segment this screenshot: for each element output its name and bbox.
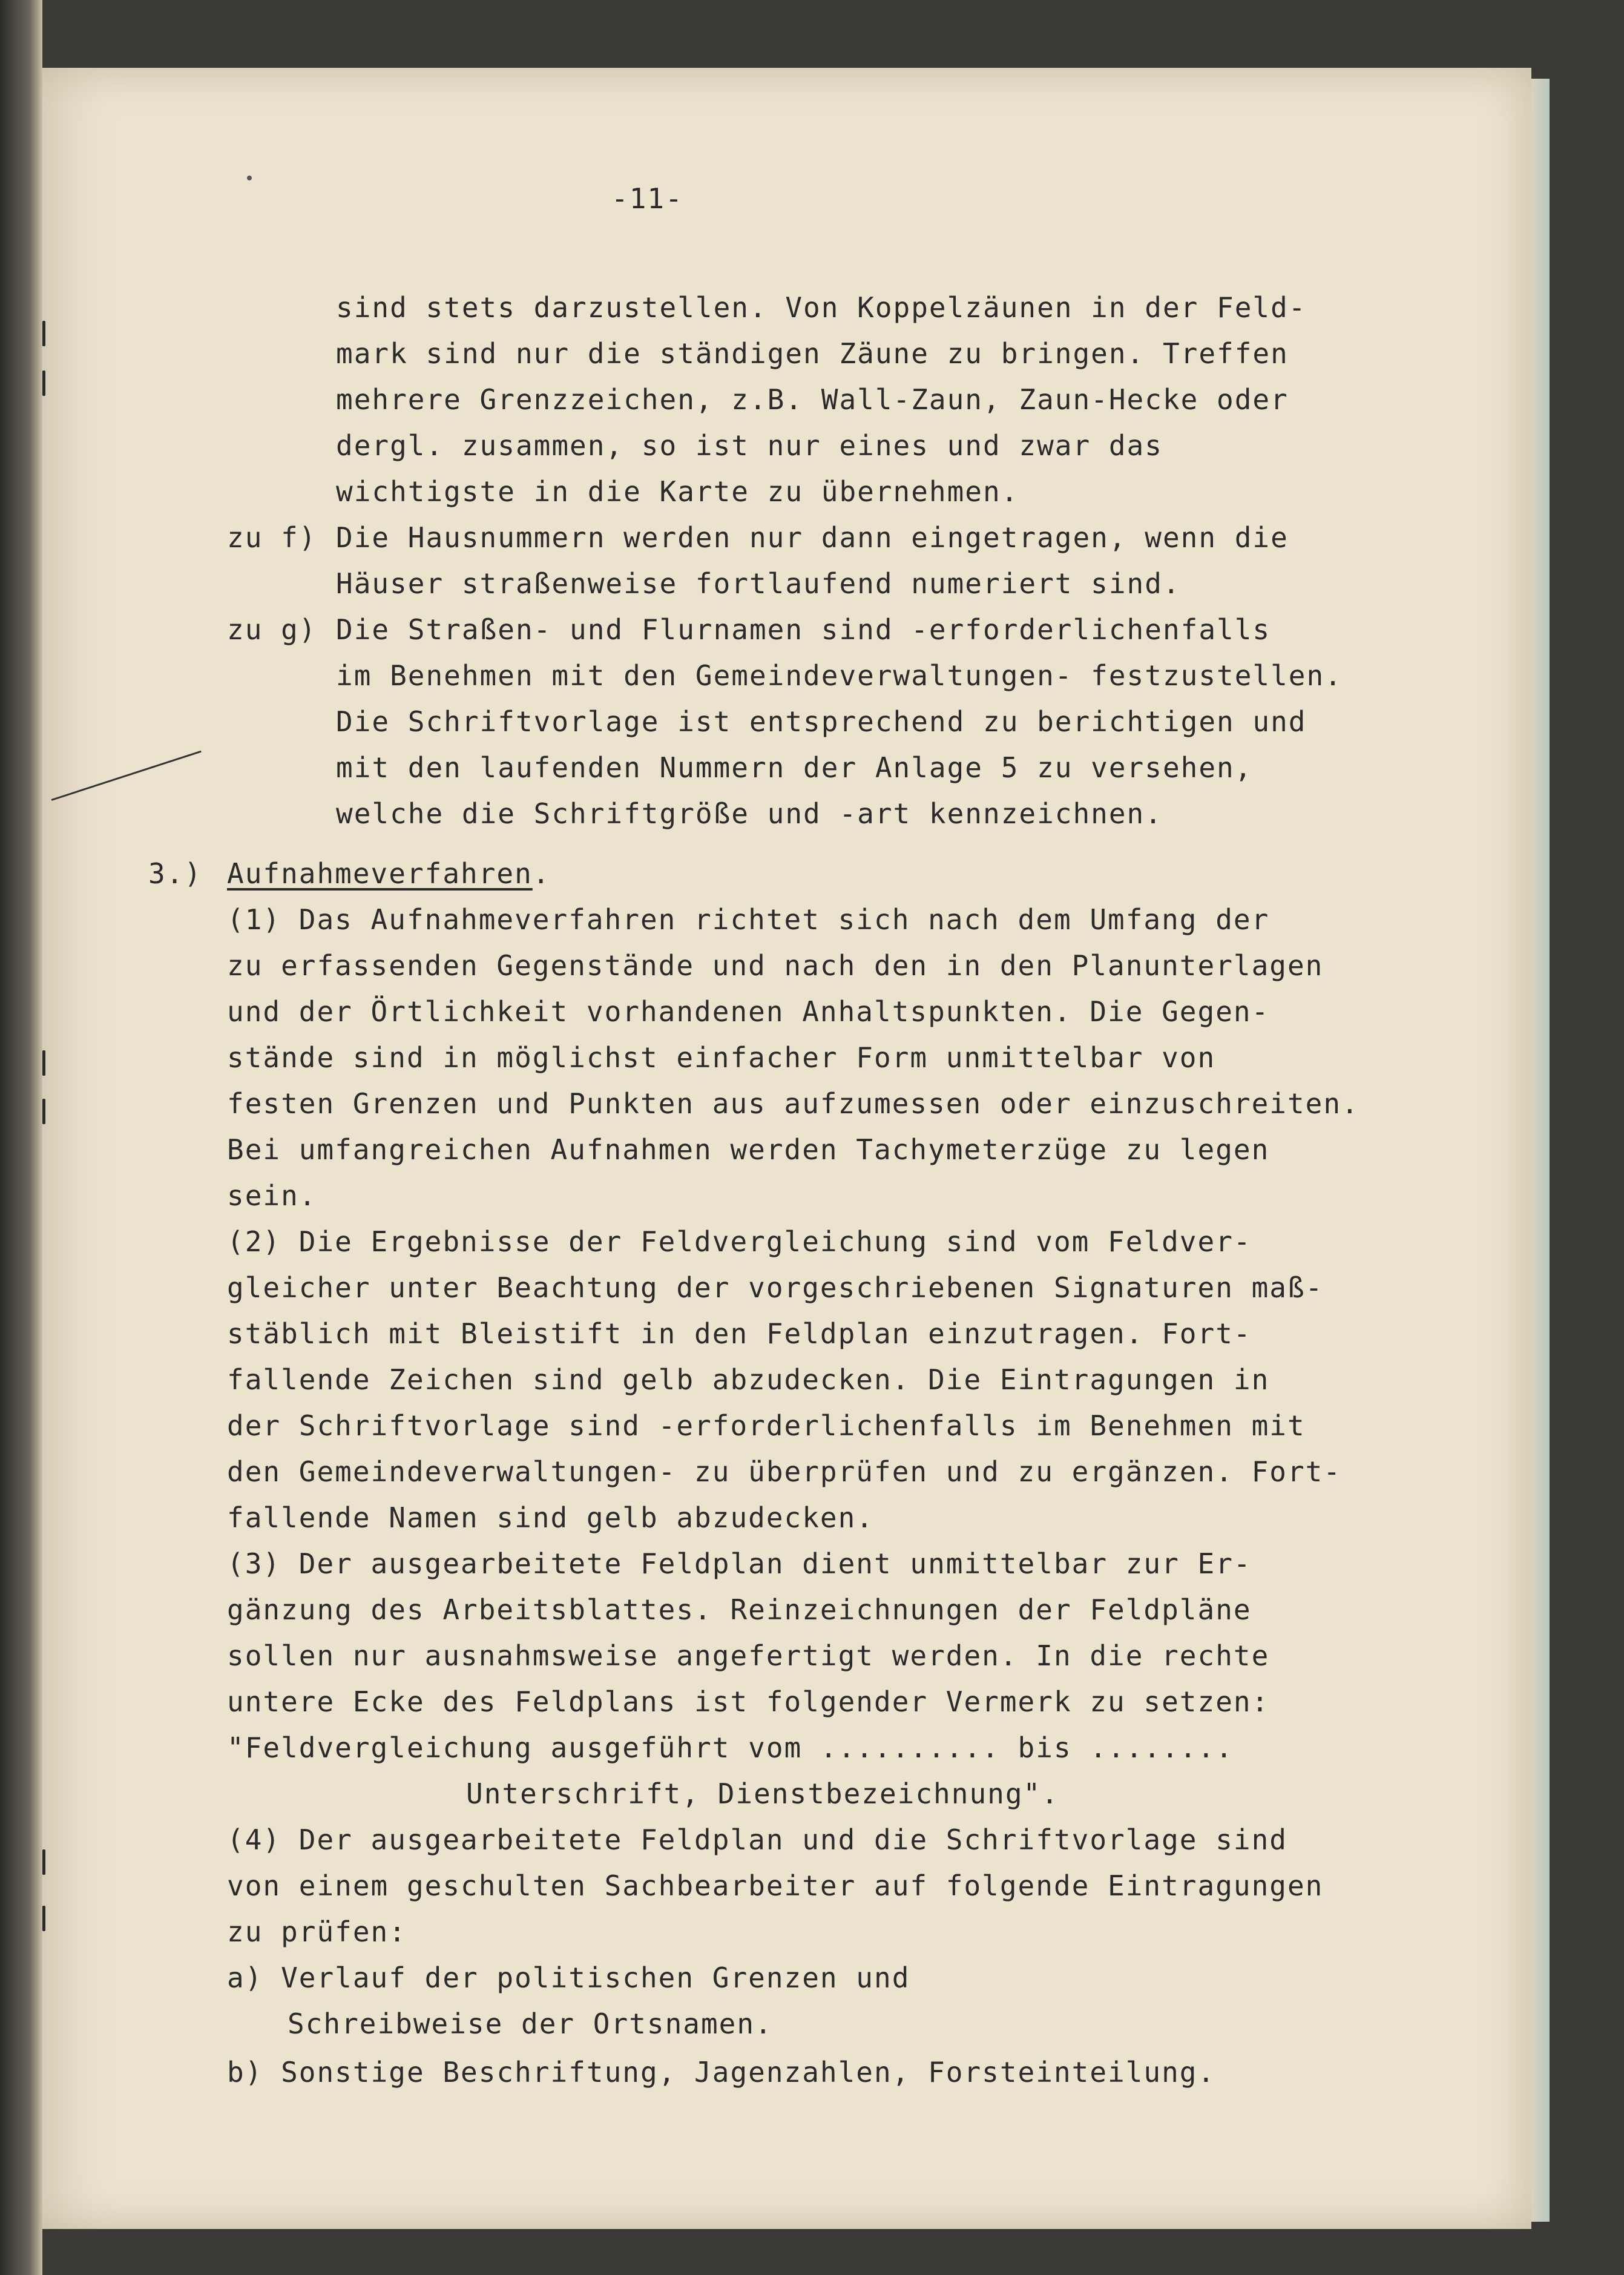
text-line: festen Grenzen und Punkten aus aufzumessen oder einzuschreiten.	[227, 1087, 1359, 1120]
text-line: sein.	[227, 1179, 317, 1212]
text-line: dergl. zusammen, so ist nur eines und zwar das	[336, 429, 1163, 462]
text-line: Schreibweise der Ortsnamen.	[288, 2007, 773, 2040]
text-line: zu prüfen:	[227, 1915, 407, 1948]
text-line: mark sind nur die ständigen Zäune zu bringen. Treffen	[336, 337, 1289, 370]
text-line: (2) Die Ergebnisse der Feldvergleichung sind vom Feldver-	[227, 1225, 1252, 1258]
text-line: Bei umfangreichen Aufnahmen werden Tachymeterzüge zu legen	[227, 1133, 1270, 1166]
margin-mark	[42, 370, 45, 396]
margin-mark	[42, 1849, 45, 1875]
text-line: von einem geschulten Sachbearbeiter auf folgende Eintragungen	[227, 1869, 1324, 1902]
text-line: gleicher unter Beachtung der vorgeschriebenen Signaturen maß-	[227, 1271, 1324, 1304]
paper-speck	[247, 176, 252, 180]
text-line: wichtigste in die Karte zu übernehmen.	[336, 475, 1019, 508]
text-line: untere Ecke des Feldplans ist folgender Vermerk zu setzen:	[227, 1685, 1270, 1718]
margin-mark	[42, 1906, 45, 1931]
section-title-period: .	[532, 857, 551, 890]
section-heading	[227, 857, 551, 890]
text-line: welche die Schriftgröße und -art kennzeichnen.	[336, 797, 1163, 830]
text-line: im Benehmen mit den Gemeindeverwaltungen- festzustellen.	[336, 659, 1343, 692]
text-line: sollen nur ausnahmsweise angefertigt werden. In die rechte	[227, 1639, 1270, 1672]
page-number: -11-	[611, 182, 683, 215]
text-line: mit den laufenden Nummern der Anlage 5 zu versehen,	[336, 751, 1253, 784]
text-line: Die Hausnummern werden nur dann eingetragen, wenn die	[336, 521, 1289, 554]
text-line: fallende Namen sind gelb abzudecken.	[227, 1501, 874, 1534]
text-line: (1) Das Aufnahmeverfahren richtet sich nach dem Umfang der	[227, 903, 1270, 936]
text-line: und der Örtlichkeit vorhandenen Anhaltspunkten. Die Gegen-	[227, 995, 1270, 1028]
text-line: Unterschrift, Dienstbezeichnung".	[466, 1777, 1059, 1810]
section-number: 3.)	[148, 857, 203, 890]
margin-mark	[42, 1099, 45, 1124]
text-line: Häuser straßenweise fortlaufend numeriert sind.	[336, 567, 1181, 600]
text-line: stäblich mit Bleistift in den Feldplan einzutragen. Fort-	[227, 1317, 1252, 1350]
text-line: fallende Zeichen sind gelb abzudecken. Die Eintragungen in	[227, 1363, 1270, 1396]
text-line: (3) Der ausgearbeitete Feldplan dient unmittelbar zur Er-	[227, 1547, 1252, 1580]
item-label-zu-f: zu f)	[227, 521, 317, 554]
text-line: gänzung des Arbeitsblattes. Reinzeichnungen der Feldpläne	[227, 1593, 1252, 1626]
text-line: b) Sonstige Beschriftung, Jagenzahlen, Forsteinteilung.	[227, 2056, 1216, 2089]
text-line: zu erfassenden Gegenstände und nach den in den Planunterlagen	[227, 949, 1324, 982]
text-line: mehrere Grenzzeichen, z.B. Wall-Zaun, Zaun-Hecke oder	[336, 383, 1289, 416]
text-line: (4) Der ausgearbeitete Feldplan und die Schriftvorlage sind	[227, 1823, 1287, 1856]
text-line: Die Schriftvorlage ist entsprechend zu berichtigen und	[336, 705, 1307, 738]
text-line: stände sind in möglichst einfacher Form unmittelbar von	[227, 1041, 1216, 1074]
margin-mark	[42, 1050, 45, 1076]
item-label-zu-g: zu g)	[227, 613, 317, 646]
text-line: "Feldvergleichung ausgeführt vom .......... bis ........	[227, 1731, 1234, 1764]
text-line: der Schriftvorlage sind -erforderlichenfalls im Benehmen mit	[227, 1409, 1306, 1442]
text-line: den Gemeindeverwaltungen- zu überprüfen und zu ergänzen. Fort-	[227, 1455, 1342, 1488]
text-line: Die Straßen- und Flurnamen sind -erforderlichenfalls	[336, 613, 1271, 646]
margin-mark	[42, 321, 45, 346]
text-line: sind stets darzustellen. Von Koppelzäunen in der Feld-	[336, 291, 1307, 324]
text-line: a) Verlauf der politischen Grenzen und	[227, 1961, 910, 1994]
section-title: Aufnahmeverfahren	[227, 857, 533, 890]
